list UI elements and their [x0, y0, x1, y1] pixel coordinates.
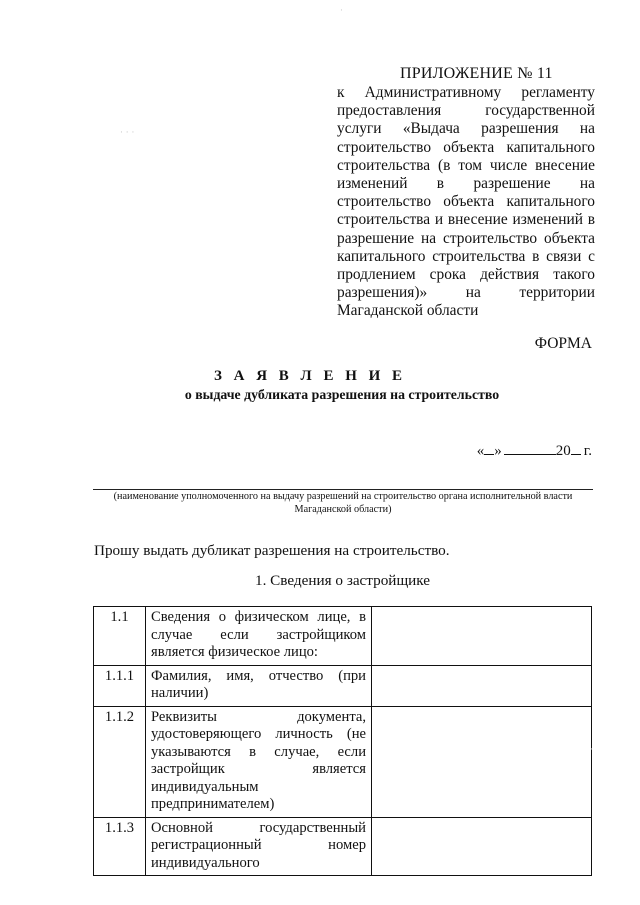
date-close-quote: »: [494, 443, 502, 459]
date-open-quote: «: [476, 443, 485, 459]
table-row: [94, 817, 592, 876]
month-blank[interactable]: [504, 442, 556, 455]
year-suffix: г.: [583, 443, 592, 459]
row-label: Основной государственный регистрационный номер индивидуального: [146, 817, 372, 876]
day-blank[interactable]: [484, 442, 494, 455]
appendix-title: ПРИЛОЖЕНИЕ № 11: [400, 65, 553, 82]
document-subtitle: о выдаче дубликата разрешения на строительство: [184, 387, 500, 402]
row-number: 1.1.3: [94, 817, 146, 876]
year-prefix: 20: [555, 443, 571, 459]
row-number: 1.1: [94, 607, 146, 666]
forma-label: ФОРМА: [534, 335, 592, 352]
row-label: Сведения о физическом лице, в случае если застройщиком является физическое лицо:: [146, 607, 372, 666]
row-label: Реквизиты документа, удостоверяющего личность (не указываются в случае, если застройщик является индивидуальным предпринимателем): [146, 706, 372, 817]
row-number: 1.1.1: [94, 665, 146, 706]
scan-speck: · · ·: [120, 128, 135, 138]
row-value-field[interactable]: [372, 706, 592, 817]
authority-name-line[interactable]: [93, 489, 593, 490]
row-value-field[interactable]: [372, 817, 592, 876]
row-value-field[interactable]: [372, 607, 592, 666]
date-line: [477, 442, 592, 460]
row-value-field[interactable]: [372, 665, 592, 706]
table-row: [94, 607, 592, 666]
scan-speck: ·: [340, 6, 343, 16]
section-title: 1. Сведения о застройщике: [254, 572, 431, 589]
request-text: Прошу выдать дубликат разрешения на строительство.: [94, 542, 450, 559]
document-title: З А Я В Л Е Н И Е: [213, 368, 407, 384]
appendix-text: к Административному регламенту предоставления государственной услуги «Выдача разрешения на строительство объекта капитального строительства (в том числе внесение изменений в разрешение на строительство объекта капитального строительства и внесение изменений в разрешение на строительство объекта капитального строительства в связи с продлением срока действия такого разрешения)» на территории Магаданской области: [337, 84, 595, 320]
authority-caption: (наименование уполномоченного на выдачу разрешений на строительство органа исполнительной власти Магаданской области): [113, 491, 573, 515]
row-label: Фамилия, имя, отчество (при наличии): [146, 665, 372, 706]
table-row: [94, 665, 592, 706]
year-blank[interactable]: [571, 442, 581, 455]
row-number: 1.1.2: [94, 706, 146, 817]
table-row: [94, 706, 592, 817]
developer-info-table: [93, 606, 592, 876]
scan-speck: ·: [590, 745, 593, 755]
